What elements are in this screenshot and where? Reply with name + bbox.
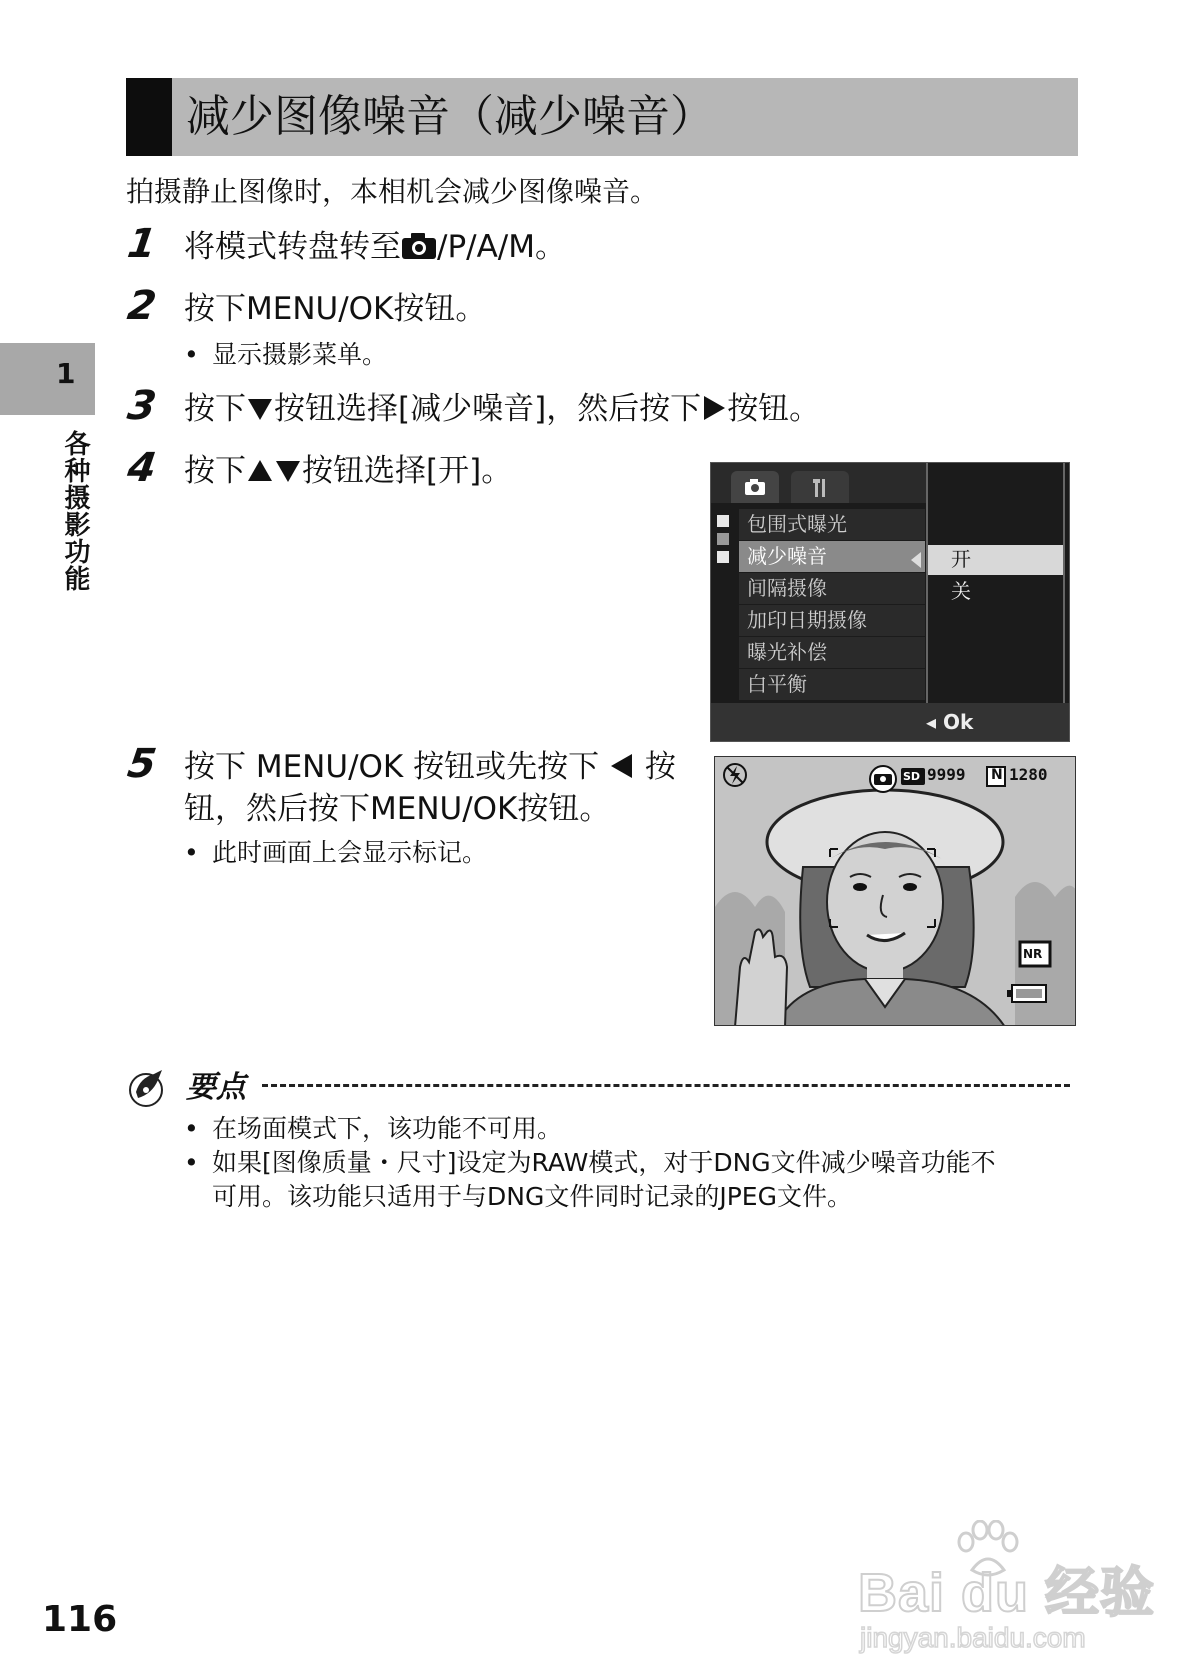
camera-menu-screen [710, 462, 1070, 742]
menu-item-white-balance[interactable]: 白平衡 [739, 669, 925, 700]
down-arrow-icon [246, 391, 274, 433]
menu-footer [711, 703, 1070, 742]
battery-icon [1007, 985, 1046, 1002]
step-5-bullet: • 此时画面上会显示标记。 [184, 838, 488, 867]
menu-item-noise-reduction[interactable]: 减少噪音 [739, 541, 925, 572]
up-arrow-icon [246, 453, 274, 495]
left-arrow-icon [911, 552, 921, 568]
step-5-line1-a: 按下 MENU/OK 按钮或先按下 [184, 749, 600, 785]
step-number-2: 2 [124, 283, 160, 329]
option-on[interactable]: 开 [951, 547, 971, 571]
step-3-text-b: 按钮选择[减少噪音]，然后按下 [274, 391, 702, 427]
note-divider [262, 1084, 1070, 1087]
left-arrow-icon [609, 749, 635, 791]
image-size: 1280 [1009, 765, 1048, 784]
menu-item-bracket[interactable]: 包围式曝光 [739, 509, 925, 540]
down-arrow-icon [274, 453, 302, 495]
intro-text: 拍摄静止图像时，本相机会减少图像噪音。 [126, 175, 659, 208]
page-title: 减少图像噪音（减少噪音） [186, 91, 714, 142]
sd-label: SD [903, 770, 921, 783]
section-title-bar [126, 78, 1078, 156]
quality-label: N [991, 767, 1003, 783]
camera-preview-screen [714, 756, 1076, 1026]
step-4-text-a: 按下 [184, 453, 246, 489]
step-5-bullet-text: 此时画面上会显示标记。 [212, 838, 488, 867]
menu-footer-label: ◂ Ok [926, 710, 974, 734]
menu-item-exposure-comp[interactable]: 曝光补偿 [739, 637, 925, 668]
step-1-text-before: 将模式转盘转至 [184, 229, 401, 265]
page-number: 116 [42, 1599, 118, 1640]
camera-icon [401, 229, 437, 271]
nr-label: NR [1023, 947, 1043, 961]
step-2-bullet-text: 显示摄影菜单。 [212, 340, 388, 369]
step-4-text-b: 按钮选择[开]。 [302, 453, 513, 489]
note-bullet-2-cont: 可用。该功能只适用于与DNG文件同时记录的JPEG文件。 [212, 1182, 852, 1211]
tab-shooting[interactable] [731, 471, 779, 503]
step-1-text [184, 226, 566, 271]
chapter-tab [0, 343, 95, 415]
camera-icon [731, 471, 779, 503]
note-title: 要点 [186, 1070, 246, 1105]
portrait-scene [715, 757, 1076, 1026]
page-indicator [717, 515, 729, 527]
step-3-text-a: 按下 [184, 391, 246, 427]
note-bullet-1-text: 在场面模式下，该功能不可用。 [212, 1114, 563, 1143]
step-3-text [184, 388, 820, 433]
menu-divider [1063, 463, 1065, 703]
menu-tab-bar [711, 463, 926, 503]
wrench-icon [791, 471, 849, 503]
step-number-3: 3 [124, 383, 160, 429]
title-marker [126, 78, 172, 156]
option-highlight [928, 545, 1063, 575]
option-off[interactable]: 关 [951, 579, 971, 603]
chapter-label: 各种摄影功能 [60, 430, 90, 592]
remaining-shots: 9999 [927, 765, 966, 784]
step-3-text-c: 按钮。 [727, 391, 821, 427]
right-arrow-icon [701, 391, 727, 433]
note-bullet-1: • 在场面模式下，该功能不可用。 [184, 1114, 563, 1143]
chapter-number: 1 [56, 357, 76, 390]
menu-divider [926, 463, 928, 703]
note-bullet-2-text: 如果[图像质量・尺寸]设定为RAW模式，对于DNG文件减少噪音功能不 [212, 1148, 996, 1177]
menu-list [739, 509, 925, 701]
note-bullet-2: • 如果[图像质量・尺寸]设定为RAW模式，对于DNG文件减少噪音功能不 [184, 1148, 996, 1177]
page-indicator [717, 533, 729, 545]
step-2-text: 按下MENU/OK按钮。 [184, 291, 487, 327]
step-4-text [184, 450, 512, 495]
note-icon [128, 1068, 168, 1112]
watermark-url: jingyan.baidu.com [860, 1622, 1086, 1653]
step-number-1: 1 [124, 221, 160, 267]
menu-item-interval[interactable]: 间隔摄像 [739, 573, 925, 604]
step-5-line1 [184, 746, 676, 791]
tab-setup[interactable] [791, 471, 849, 503]
page-indicator [717, 551, 729, 563]
step-1-text-after: /P/A/M。 [437, 229, 566, 265]
step-5-line2: 钮，然后按下MENU/OK按钮。 [184, 791, 611, 827]
step-number-4: 4 [124, 445, 160, 491]
watermark-logo: Bai du 经验 [858, 1563, 1156, 1623]
step-number-5: 5 [124, 741, 160, 787]
camera-mode-icon [870, 766, 896, 792]
step-5-line1-b: 按 [644, 749, 676, 785]
menu-item-date-imprint[interactable]: 加印日期摄像 [739, 605, 925, 636]
step-2-bullet: • 显示摄影菜单。 [184, 340, 388, 369]
